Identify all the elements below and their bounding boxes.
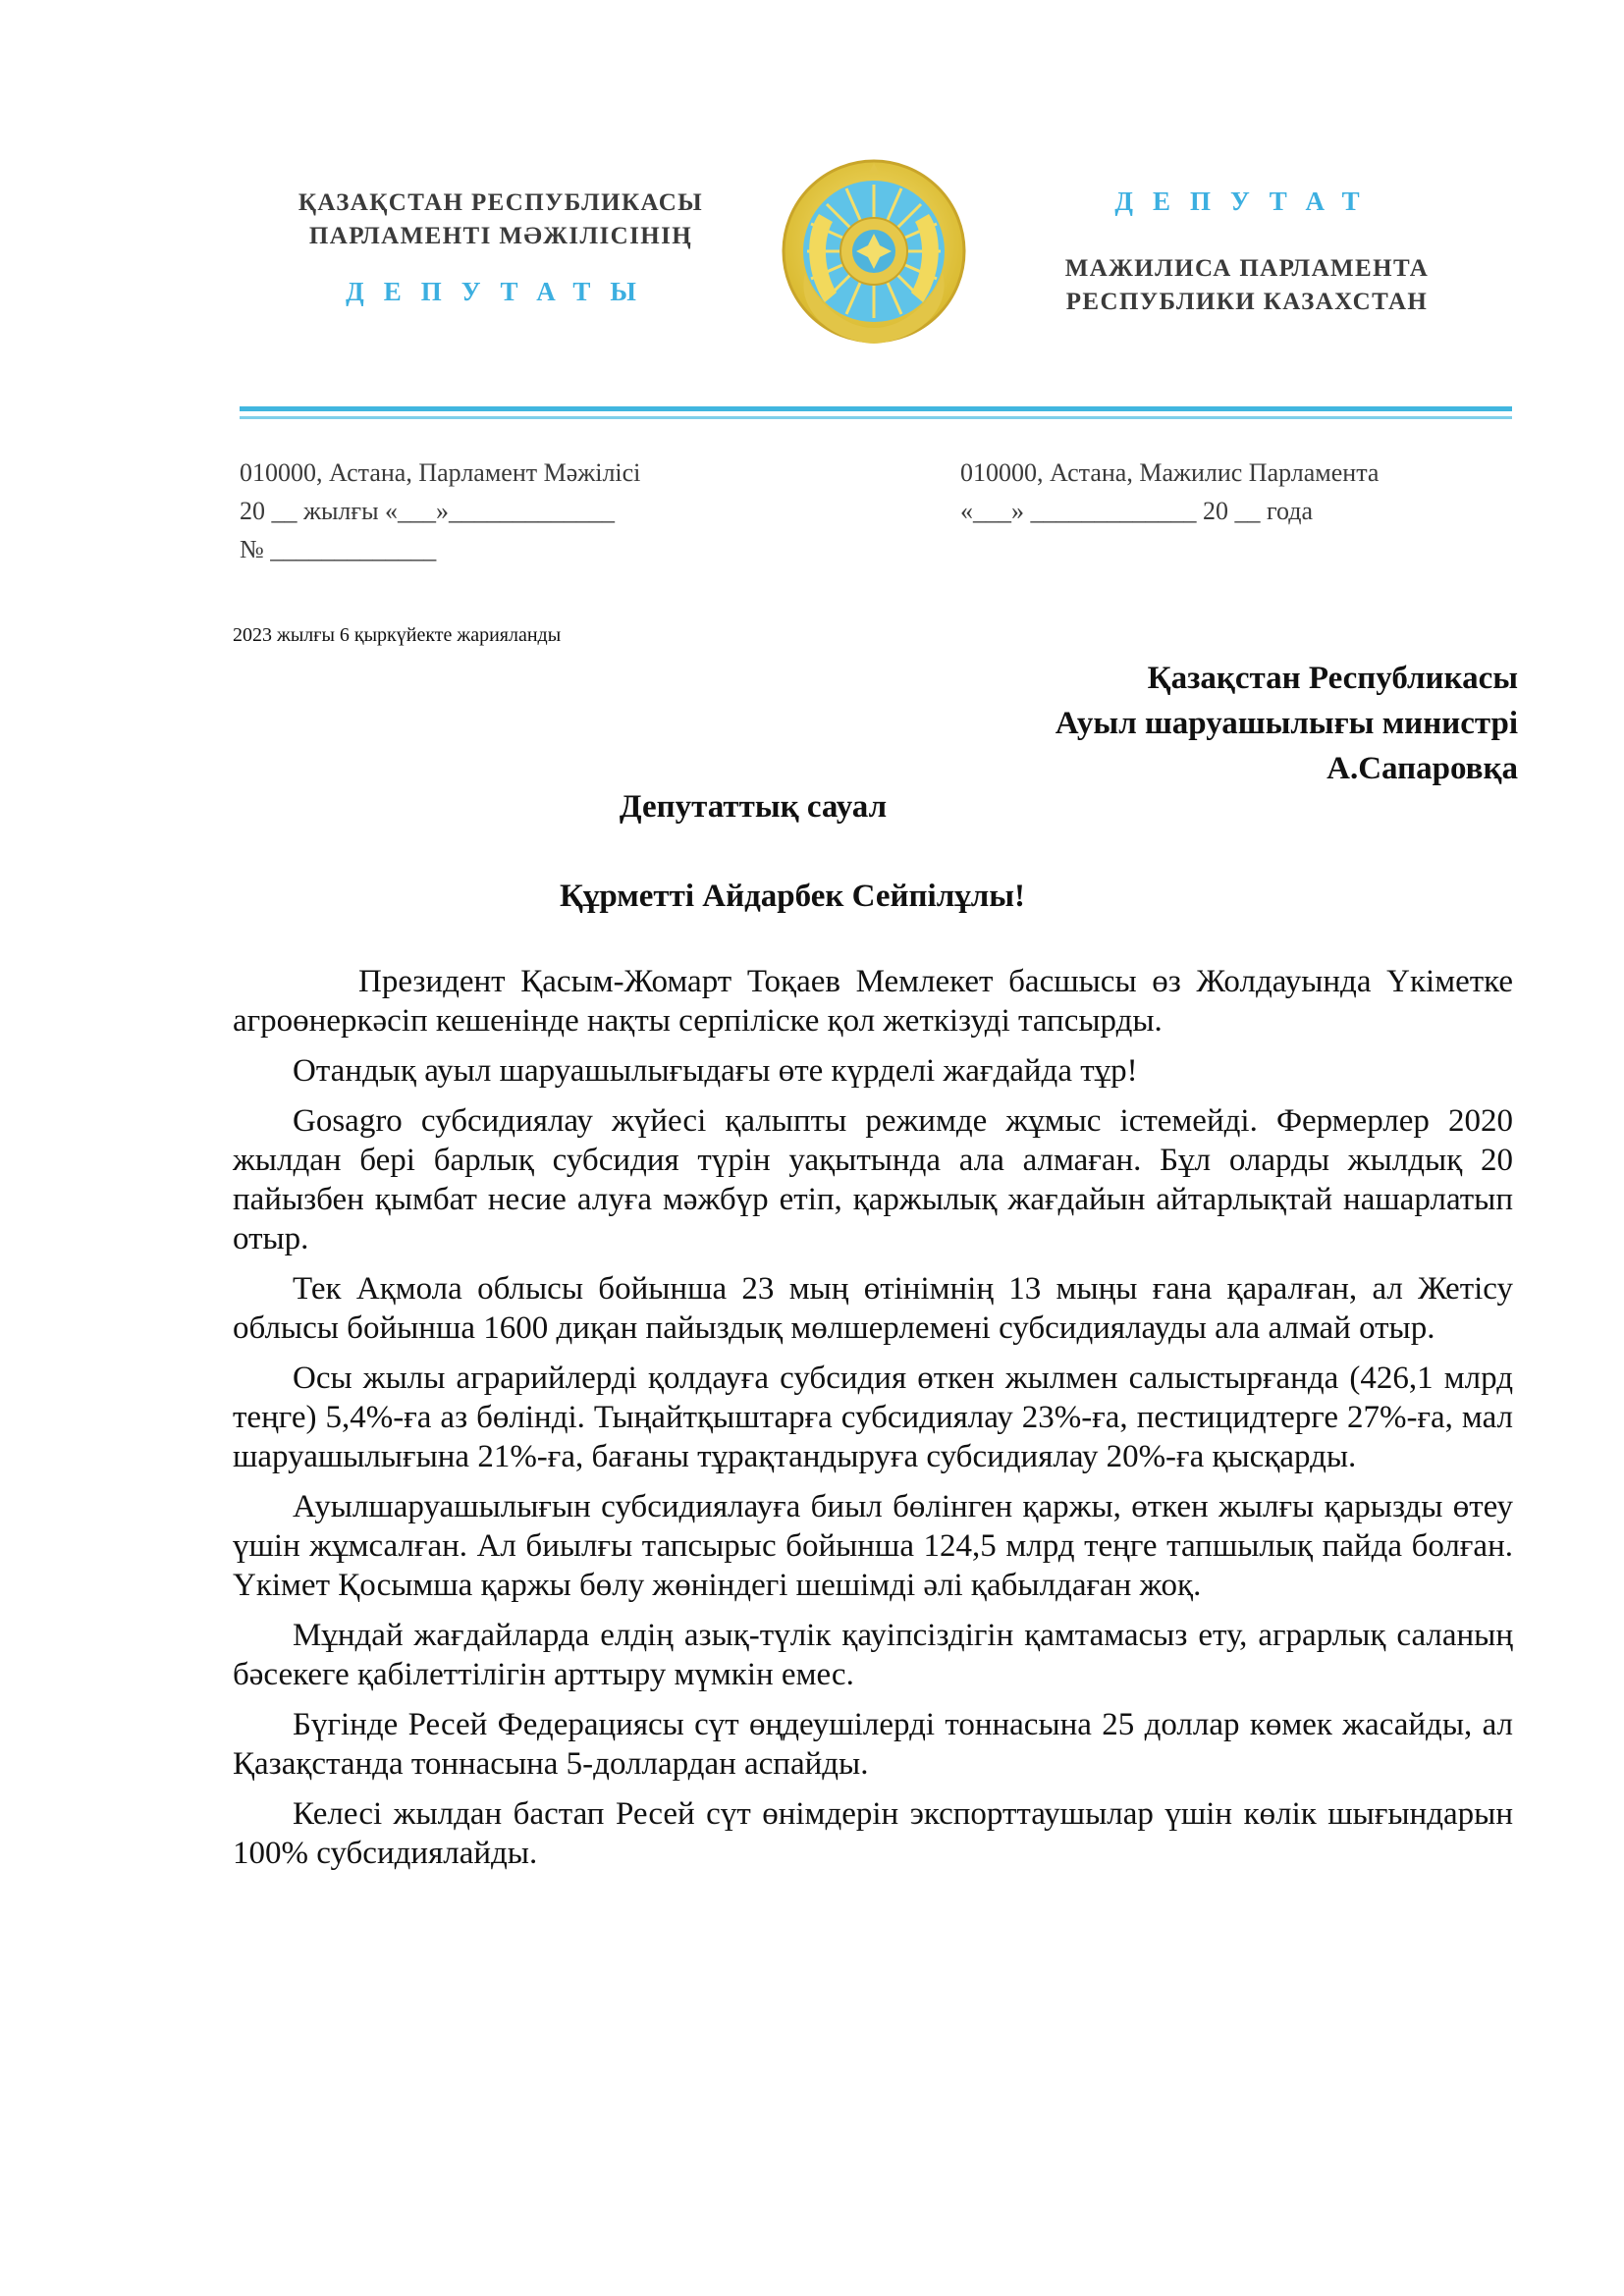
left-org-line1: ҚАЗАҚСТАН РЕСПУБЛИКАСЫ xyxy=(298,189,704,216)
left-org-line2: ПАРЛАМЕНТІ МӘЖІЛІСІНІҢ xyxy=(308,223,693,249)
body-paragraph: Отандық ауыл шаруашылығыдағы өте күрделі жағдайда тұр! xyxy=(293,1053,1138,1089)
address-right-line1: 010000, Астана, Мажилис Парламента xyxy=(960,458,1380,487)
recipient-line2: Ауыл шаруашылығы министрі xyxy=(1055,706,1518,741)
body-paragraph: Мұндай жағдайларда елдің азық-түлік қауіпсіздігін қамтамасыз ету, аграрлық саланың бәсекеге қабілеттілігін арттыру мүмкін емес. xyxy=(233,1618,1513,1692)
body-paragraph: Президент Қасым-Жомарт Тоқаев Мемлекет басшысы өз Жолдауында Үкіметке агроөнеркәсіп кешенінде нақты серпіліске қол жеткізуді тапсырды. xyxy=(233,964,1513,1039)
body-paragraph: Ауылшаруашылығын субсидиялауға биыл бөлінген қаржы, өткен жылғы қарызды өтеу үшін жұмсалған. Ал биылғы тапсырыс бойынша 124,5 млрд теңге тапшылық пайда болған. Үкімет Қосымша қаржы бөлу жөніндегі шешімді әлі қабылдаған жоқ. xyxy=(233,1489,1513,1603)
body-paragraph: Бүгінде Ресей Федерациясы сүт өңдеушілерді тоннасына 25 доллар көмек жасайды, ал Қазақстанда тоннасына 5-доллардан аспайды. xyxy=(233,1707,1513,1782)
right-deputy-title: ДЕПУТАТ xyxy=(1114,187,1380,216)
body-paragraph: Келесі жылдан бастап Ресей сүт өнімдерін экспорттаушылар үшін көлік шығындарын 100% субсидиялайды. xyxy=(233,1796,1513,1871)
letterhead-left xyxy=(245,187,756,307)
body-paragraph: Осы жылы аграрийлерді қолдауға субсидия өткен жылмен салыстырғанда (426,1 млрд теңге) 5,4%-ға аз бөлінді. Тыңайтқыштарға субсидиялау 23%-ға, пестицидтерге 27%-ға, мал шаруашылығына 21%-ға, бағаны тұрақтандыруға субсидиялау 20%-ға қысқарды. xyxy=(233,1361,1513,1474)
letterhead-divider-thin xyxy=(240,416,1512,419)
address-left-line3: № _____________ xyxy=(240,535,437,563)
salutation: Құрметті Айдарбек Сейпілұлы! xyxy=(560,879,1025,914)
address-left xyxy=(240,454,640,568)
address-right-line2: «___» _____________ 20 __ года xyxy=(960,497,1314,525)
letterhead-right xyxy=(1021,187,1473,319)
published-note: 2023 жылғы 6 қыркүйекте жарияланды xyxy=(233,624,562,646)
left-deputy-title: ДЕПУТАТЫ xyxy=(346,277,656,306)
letter-body xyxy=(233,962,1513,1884)
recipient-block xyxy=(1056,656,1518,791)
recipient-line1: Қазақстан Республикасы xyxy=(1147,661,1518,696)
state-emblem-icon xyxy=(776,155,972,351)
body-paragraph: Gosagro субсидиялау жүйесі қалыпты режимде жұмыс істемейді. Фермерлер 2020 жылдан бері барлық субсидия түрін уақытында ала алмаған. Бұл оларды жылдық 20 пайызбен қымбат несие алуға мәжбүр етіп, қаржылық жағдайын айтарлықтай нашарлатып отыр. xyxy=(233,1103,1513,1256)
right-org-line2: РЕСПУБЛИКИ КАЗАХСТАН xyxy=(1065,289,1429,315)
address-left-line2: 20 __ жылғы «___»_____________ xyxy=(240,497,616,525)
recipient-line3: А.Сапаровқа xyxy=(1326,751,1518,786)
document-title: Депутаттық сауал xyxy=(619,789,888,825)
letterhead-divider xyxy=(240,406,1512,411)
address-right xyxy=(960,454,1379,530)
body-paragraph: Тек Ақмола облысы бойынша 23 мың өтінімнің 13 мыңы ғана қаралған, ал Жетісу облысы бойынша 1600 диқан пайыздық мөлшерлемені субсидиялауды ала алмай отыр. xyxy=(233,1271,1513,1346)
address-left-line1: 010000, Астана, Парламент Мәжілісі xyxy=(240,458,641,487)
right-org-line1: МАЖИЛИСА ПАРЛАМЕНТА xyxy=(1064,255,1430,282)
